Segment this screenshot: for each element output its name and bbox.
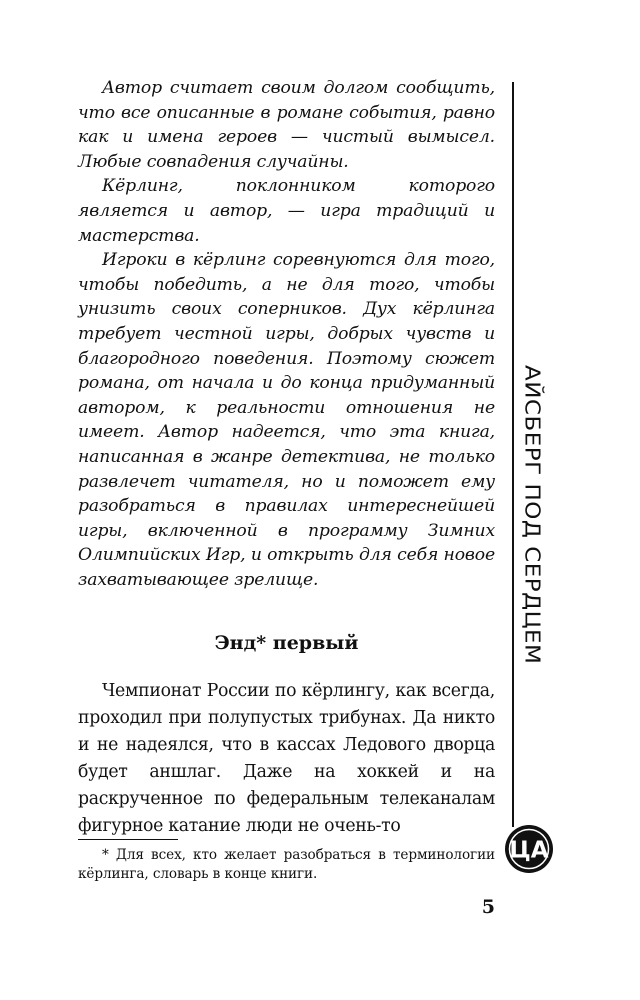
chapter-title: Энд* первый bbox=[214, 632, 359, 654]
disclaimer-paragraph: Игроки в кёрлинг соревнуются для того, чтобы победить, а не для того, чтобы унизить своих соперников. Дух кёрлинга требует честной игры, добрых чувств и благородного поведения. Поэтому сюжет романа, от начала и до конца придуманный автором, к реальности отношения не имеет. Автор надеется, что эта книга, написанная в жанре детектива, не только развлечет читателя, но и поможет ему разобраться в правилах интереснейшей игры, включенной в программу Зимних Олимпийских Игр, и открыть для себя новое захватывающее зрелище. bbox=[78, 250, 495, 590]
body-paragraph: Чемпионат России по кёрлингу, как всегда, проходил при полупустых трибунах. Да никто и не надеялся, что в кассах Ледового дворца будет аншлаг. Даже на хоккей и на раскрученное по федеральным телеканалам фигурное катание люди не очень-то bbox=[78, 681, 495, 837]
footnote-divider bbox=[78, 839, 178, 840]
publisher-logo-icon bbox=[504, 824, 554, 874]
chapter-body bbox=[78, 678, 495, 841]
disclaimer-paragraph: Автор считает своим долгом сообщить, что все описанные в романе события, равно как и имена героев — чистый вымысел. Любые совпадения случайны. bbox=[78, 78, 495, 172]
margin-rule bbox=[512, 82, 514, 827]
running-title: АЙСБЕРГ ПОД СЕРДЦЕМ bbox=[520, 365, 544, 665]
author-disclaimer bbox=[78, 76, 495, 592]
publisher-logo-text: ЦА bbox=[509, 837, 549, 864]
page-number: 5 bbox=[481, 896, 495, 918]
footnote bbox=[78, 846, 495, 884]
footnote-text: * Для всех, кто желает разобраться в терминологии кёрлинга, словарь в конце книги. bbox=[78, 847, 495, 882]
disclaimer-paragraph: Кёрлинг, поклонником которого является и автор, — игра традиций и мастерства. bbox=[78, 176, 495, 246]
